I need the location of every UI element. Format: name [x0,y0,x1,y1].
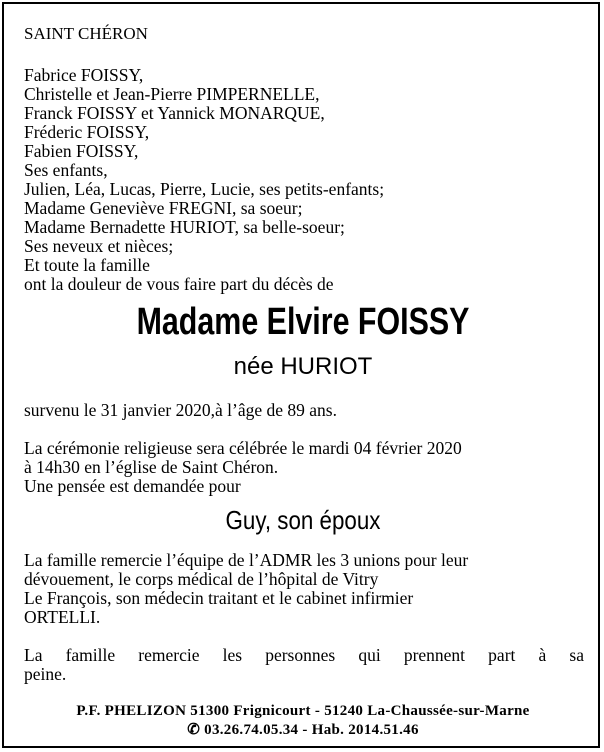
thanks-line: ORTELLI. [24,607,101,627]
maiden-name: née HURIOT [233,353,373,380]
family-line: Fréderic FOISSY, [24,122,150,142]
deceased-name: Madame Elvire FOISSY [136,301,470,343]
death-date-line: survenu le 31 janvier 2020,à l’âge de 89 ans. [24,400,337,420]
family-line: Julien, Léa, Lucas, Pierre, Lucie, ses petits-enfants; [24,179,385,199]
funeral-home-address: P.F. PHELIZON 51300 Frignicourt - 51240 La-Chaussée-sur-Marne [76,703,530,719]
family-line: Christelle et Jean-Pierre PIMPERNELLE, [24,84,320,104]
family-line: Madame Geneviève FREGNI, sa soeur; [24,198,303,218]
family-line: Fabien FOISSY, [24,141,139,161]
family-line: ont la douleur de vous faire part du décès de [24,274,334,294]
remembered-spouse: Guy, son époux [225,505,381,535]
ceremony-line: Une pensée est demandée pour [24,476,241,496]
thanks-line: La famille remercie les personnes qui prennent part à sa [24,645,584,665]
thanks-line: La famille remercie l’équipe de l’ADMR les 3 unions pour leur [24,550,469,570]
funeral-home-contact: ✆ 03.26.74.05.34 - Hab. 2014.51.46 [187,722,419,738]
ceremony-line: La cérémonie religieuse sera célébrée le mardi 04 février 2020 [24,438,462,458]
town-heading: SAINT CHÉRON [24,24,148,43]
ceremony-line: à 14h30 en l’église de Saint Chéron. [24,457,279,477]
family-line: Ses neveux et nièces; [24,236,174,256]
family-line: Fabrice FOISSY, [24,65,144,85]
thanks-line: dévouement, le corps médical de l’hôpital de Vitry [24,569,379,589]
family-line: Ses enfants, [24,160,108,180]
family-line: Franck FOISSY et Yannick MONARQUE, [24,103,325,123]
thanks-line: Le François, son médecin traitant et le cabinet infirmier [24,588,414,608]
thanks-line: peine. [24,664,67,684]
family-line: Madame Bernadette HURIOT, sa belle-soeur; [24,217,345,237]
obituary-notice [2,2,600,748]
family-line: Et toute la famille [24,255,150,275]
